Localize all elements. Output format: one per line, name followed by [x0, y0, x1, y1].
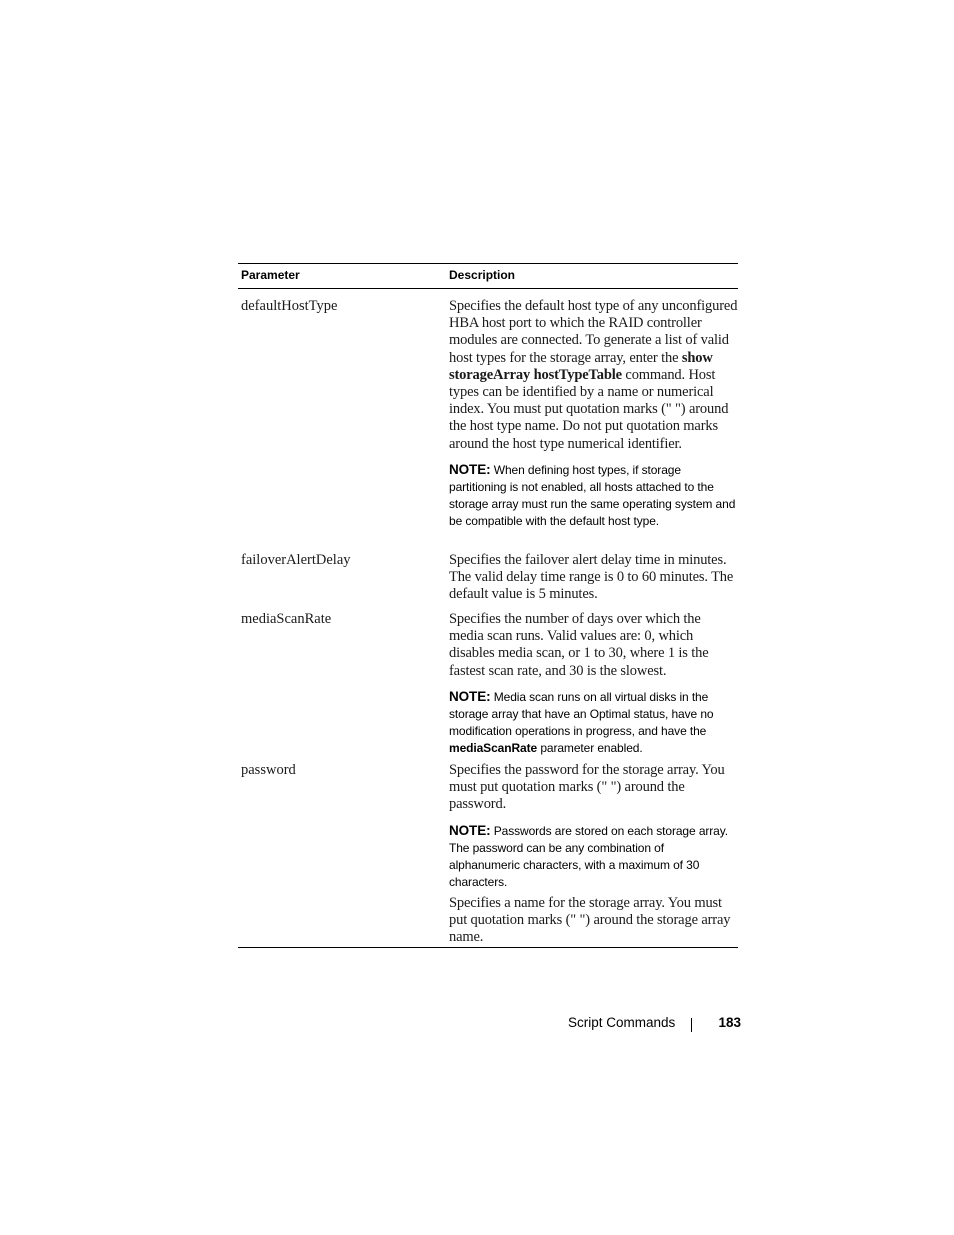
description-part: Specifies the default host type of any unconfigured HBA host port to which the RAID controller modules are connected. To generate a list of valid host types for the storage array, enter the [449, 298, 738, 366]
param-name: mediaScanRate [241, 611, 332, 627]
parameter-name: mediaScanRate [449, 741, 538, 756]
table-row [238, 753, 738, 890]
header-description: Description [449, 268, 516, 282]
footer-separator [691, 1018, 692, 1032]
footer-section-title: Script Commands [568, 1015, 676, 1030]
description-text: Specifies the password for the storage array. You must put quotation marks (" ") around the password. [449, 762, 725, 813]
param-description [446, 602, 738, 756]
table-row [238, 289, 738, 543]
note-label: NOTE: [449, 461, 491, 477]
param-description [446, 753, 738, 890]
page-number: 183 [718, 1015, 741, 1030]
note [449, 688, 738, 758]
page-footer [560, 1015, 741, 1035]
note [449, 822, 738, 892]
note-text: parameter enabled. [540, 741, 643, 756]
description-text [449, 298, 738, 453]
note-label: NOTE: [449, 688, 491, 704]
command-name: show storageArray hostTypeTable [449, 349, 713, 383]
param-name: defaultHostType [241, 298, 338, 314]
parameter-table [238, 263, 738, 948]
param-name: failoverAlertDelay [241, 552, 351, 568]
description-text: Specifies the number of days over which the media scan runs. Valid values are: 0, which disables media scan, or 1 to 30, where 1 is the fastest scan rate, and 30 is the slowest. [449, 611, 709, 679]
table-header [238, 264, 738, 289]
note-text: Passwords are stored on each storage array. The password can be any combination of alphanumeric characters, with a maximum of 30 characters. [449, 823, 728, 890]
note-label: NOTE: [449, 822, 491, 838]
description-text: Specifies the failover alert delay time in minutes. The valid delay time range is 0 to 60 minutes. The default value is 5 minutes. [449, 552, 734, 603]
param-description [446, 886, 738, 947]
header-parameter: Parameter [241, 268, 300, 282]
description-text: Specifies a name for the storage array. You must put quotation marks (" ") around the storage array name. [449, 895, 731, 946]
note-text: When defining host types, if storage partitioning is not enabled, all hosts attached to the storage array must run the same operating system and be compatible with the default host type. [449, 462, 736, 529]
table-row [238, 602, 738, 756]
param-description [446, 289, 738, 543]
note-text: Media scan runs on all virtual disks in the storage array that have an Optimal status, have no modification operations in progress, and have the [449, 689, 714, 739]
note [449, 461, 738, 531]
table-row [238, 543, 738, 602]
description-part: command. Host types can be identified by a name or numerical index. You must put quotation marks (" ") around the host type name. Do not put quotation marks around the host type numerical identifier. [449, 366, 729, 452]
param-name: password [241, 762, 296, 778]
param-description [446, 543, 738, 602]
table-row [238, 886, 738, 947]
param-name [238, 886, 446, 947]
